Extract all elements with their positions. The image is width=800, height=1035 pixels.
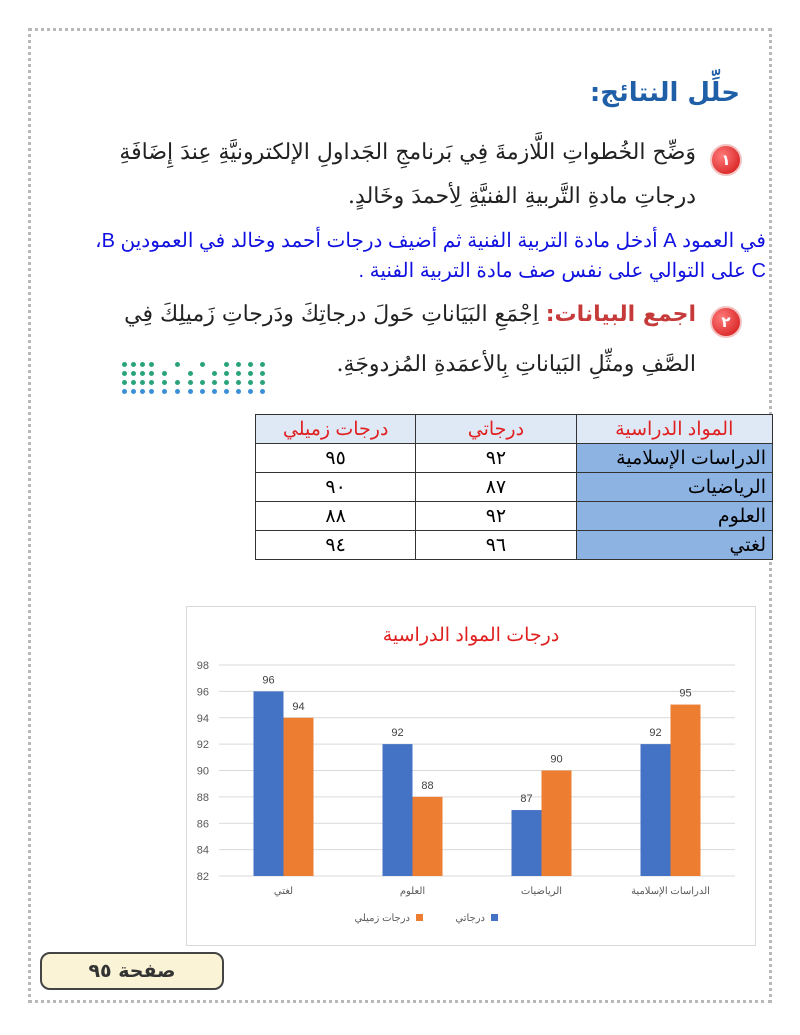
table-row bbox=[256, 473, 773, 502]
logo-dot bbox=[236, 371, 241, 376]
logo-dot bbox=[162, 380, 167, 385]
bar-value-label: 92 bbox=[391, 727, 404, 740]
y-tick-label: 94 bbox=[196, 712, 209, 725]
y-tick-label: 96 bbox=[196, 686, 209, 699]
logo-dot bbox=[260, 380, 265, 385]
answer-line-1: في العمود A أدخل مادة التربية الفنية ثم أضيف درجات أحمد وخالد في العمودين B، bbox=[95, 230, 766, 252]
header-my-grades: درجاتي bbox=[416, 415, 576, 444]
logo-dot bbox=[131, 362, 136, 367]
logo-dot bbox=[200, 380, 205, 385]
logo-dot bbox=[248, 389, 253, 394]
bar-value-label: 95 bbox=[679, 687, 692, 700]
logo-dot bbox=[149, 389, 154, 394]
logo-dot bbox=[248, 362, 253, 367]
logo-dot bbox=[236, 380, 241, 385]
question-2-line-1 bbox=[56, 290, 696, 340]
logo-dot bbox=[212, 380, 217, 385]
x-tick-label: الرياضيات bbox=[520, 886, 563, 897]
bar bbox=[383, 744, 413, 876]
x-tick-label: لغتي bbox=[273, 886, 294, 897]
question-1-line-1: وَضِّح الخُطواتِ اللَّازمةَ فِي بَرنامجِ الجَداولِ الإلكترونيَّةِ عِندَ إِضَافَةِ bbox=[119, 140, 696, 165]
logo-dot bbox=[122, 362, 127, 367]
bar-value-label: 96 bbox=[262, 674, 275, 687]
bar-value-label: 90 bbox=[550, 753, 563, 766]
legend-label: درجاتي bbox=[455, 913, 485, 924]
logo-dot bbox=[188, 371, 193, 376]
header-subjects: المواد الدراسية bbox=[576, 415, 772, 444]
my-grade-cell: ٩٦ bbox=[416, 531, 576, 560]
grades-chart bbox=[186, 606, 756, 946]
logo-dot bbox=[236, 389, 241, 394]
subject-cell: الرياضيات bbox=[576, 473, 772, 502]
logo-dot bbox=[260, 362, 265, 367]
table-row bbox=[256, 444, 773, 473]
table-header-row bbox=[256, 415, 773, 444]
colleague-grade-cell: ٨٨ bbox=[256, 502, 416, 531]
question-2-label: اجمع البيانات: bbox=[545, 302, 696, 327]
logo-dot bbox=[260, 389, 265, 394]
logo-dot bbox=[224, 371, 229, 376]
subject-cell: لغتي bbox=[576, 531, 772, 560]
logo-dot bbox=[200, 362, 205, 367]
colleague-grade-cell: ٩٥ bbox=[256, 444, 416, 473]
x-tick-label: العلوم bbox=[399, 886, 426, 897]
y-tick-label: 90 bbox=[196, 765, 209, 778]
logo-dot bbox=[140, 371, 145, 376]
logo-dot bbox=[188, 389, 193, 394]
logo-dot bbox=[162, 389, 167, 394]
colleague-grade-cell: ٩٠ bbox=[256, 473, 416, 502]
table-row bbox=[256, 502, 773, 531]
my-grade-cell: ٩٢ bbox=[416, 444, 576, 473]
logo-dot bbox=[224, 389, 229, 394]
logo-dot bbox=[260, 371, 265, 376]
page-number-label: صفحة ٩٥ bbox=[40, 952, 224, 990]
bar-value-label: 92 bbox=[649, 727, 662, 740]
logo-dot bbox=[224, 362, 229, 367]
logo-dot bbox=[188, 380, 193, 385]
question-2-number-badge: ٢ bbox=[710, 306, 742, 338]
logo-dot bbox=[212, 371, 217, 376]
logo-dot bbox=[175, 389, 180, 394]
question-2-line-2: الصَّفِ ومثِّلِ البَياناتِ بِالأعمَدةِ المُزدوجَةِ. bbox=[336, 352, 696, 377]
logo-dot bbox=[212, 389, 217, 394]
bar bbox=[254, 691, 284, 876]
section-title: حلِّل النتائج: bbox=[589, 78, 740, 108]
grades-chart-svg bbox=[187, 607, 755, 945]
y-tick-label: 88 bbox=[196, 791, 209, 804]
logo-dot bbox=[175, 380, 180, 385]
x-tick-label: الدراسات الإسلامية bbox=[631, 886, 710, 897]
logo-dot bbox=[140, 362, 145, 367]
bar-value-label: 94 bbox=[292, 700, 305, 713]
logo-dot bbox=[131, 371, 136, 376]
ministry-logo-dots bbox=[122, 362, 272, 402]
table-row bbox=[256, 531, 773, 560]
logo-dot bbox=[248, 371, 253, 376]
bar bbox=[512, 810, 542, 876]
logo-dot bbox=[131, 380, 136, 385]
subject-cell: الدراسات الإسلامية bbox=[576, 444, 772, 473]
chart-title: درجات المواد الدراسية bbox=[382, 625, 560, 646]
y-tick-label: 98 bbox=[196, 660, 209, 672]
logo-dot bbox=[175, 362, 180, 367]
header-colleague-grades: درجات زميلي bbox=[256, 415, 416, 444]
subject-cell: العلوم bbox=[576, 502, 772, 531]
logo-dot bbox=[131, 389, 136, 394]
logo-dot bbox=[149, 371, 154, 376]
answer-text bbox=[48, 226, 766, 286]
bar bbox=[641, 744, 671, 876]
logo-dot bbox=[224, 380, 229, 385]
legend-swatch bbox=[416, 914, 423, 921]
logo-dot bbox=[236, 362, 241, 367]
logo-dot bbox=[149, 380, 154, 385]
logo-dot bbox=[122, 389, 127, 394]
legend-label: درجات زميلي bbox=[354, 913, 410, 924]
legend-swatch bbox=[491, 914, 498, 921]
bar bbox=[284, 718, 314, 876]
answer-line-2: C على التوالي على نفس صف مادة التربية الفنية . bbox=[358, 260, 766, 282]
question-2-text: اِجْمَعِ البَيَاناتِ حَولَ درجاتِكَ ودَرجاتِ زَميلِكَ فِي bbox=[124, 302, 539, 327]
y-tick-label: 84 bbox=[196, 844, 209, 857]
question-1-line-2: درجاتِ مادةِ التَّربيةِ الفنيَّةِ لِأحمدَ وخَالدٍ. bbox=[348, 184, 696, 209]
logo-dot bbox=[122, 371, 127, 376]
y-tick-label: 86 bbox=[196, 818, 209, 831]
logo-dot bbox=[122, 380, 127, 385]
bar-value-label: 87 bbox=[520, 793, 533, 806]
question-1-number-badge: ١ bbox=[710, 144, 742, 176]
bar bbox=[542, 771, 572, 877]
colleague-grade-cell: ٩٤ bbox=[256, 531, 416, 560]
grades-table bbox=[255, 414, 773, 560]
logo-dot bbox=[248, 380, 253, 385]
y-tick-label: 92 bbox=[196, 739, 209, 752]
bar bbox=[671, 705, 701, 876]
bar-value-label: 88 bbox=[421, 779, 434, 792]
logo-dot bbox=[140, 389, 145, 394]
y-tick-label: 82 bbox=[196, 871, 209, 883]
logo-dot bbox=[162, 371, 167, 376]
my-grade-cell: ٨٧ bbox=[416, 473, 576, 502]
logo-dot bbox=[140, 380, 145, 385]
my-grade-cell: ٩٢ bbox=[416, 502, 576, 531]
logo-dot bbox=[149, 362, 154, 367]
bar bbox=[413, 797, 443, 876]
logo-dot bbox=[200, 389, 205, 394]
